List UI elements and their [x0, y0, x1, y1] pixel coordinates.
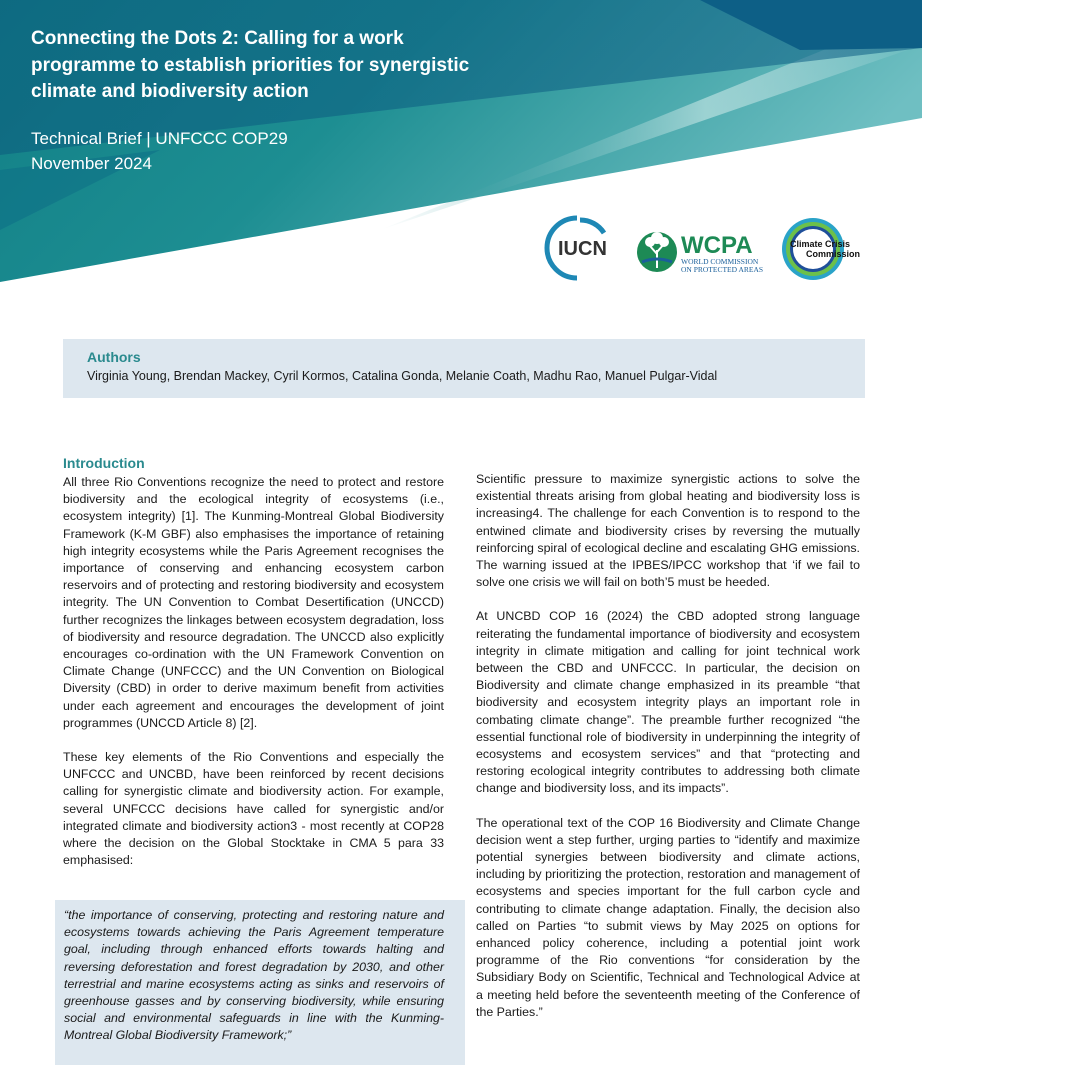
- right-column: [476, 471, 860, 1038]
- wcpa-subtitle-2: ON PROTECTED AREAS: [681, 265, 764, 274]
- left-column: [63, 454, 444, 886]
- intro-paragraph-2: These key elements of the Rio Conventions and especially the UNFCCC and UNCBD, have been reinforced by recent decisions calling for synergistic climate and biodiversity action. For example, several UNFCCC decisions have called for synergistic and/or integrated climate and biodiversity action3 - most recently at COP28 where the decision on the Global Stocktake in CMA 5 para 33 emphasised:: [63, 750, 444, 868]
- introduction-heading: Introduction: [63, 455, 145, 471]
- right-paragraph-2: At UNCBD COP 16 (2024) the CBD adopted strong language reiterating the fundamental importance of biodiversity and ecosystem integrity in climate mitigation and calling for joint technical work between the CBD and UNFCCC. In particular, the decision on Biodiversity and climate change emphasized in its preamble “that biodiversity and ecosystem integrity plays an important role in combating climate change”. The preamble further recognized “the essential functional role of biodiversity in underpinning the integrity of ecosystems and ecosystem services” and that “protecting and restoring ecological integrity contributes to addressing both climate change and biodiversity loss, and its impacts”.: [476, 609, 860, 796]
- quote-text: “the importance of conserving, protecting and restoring nature and ecosystems towards achieving the Paris Agreement temperature goal, including through enhanced efforts towards halting and reversing deforestation and forest degradation by 2030, and other terrestrial and marine ecosystems acting as sinks and reservoirs of greenhouse gasses and by conserving biodiversity, while ensuring social and environmental safeguards in line with the Kunming-Montreal Global Biodiversity Framework;”: [64, 908, 444, 1043]
- authors-heading: Authors: [87, 349, 141, 365]
- intro-paragraph-1: All three Rio Conventions recognize the need to protect and restore biodiversity and the ecological integrity of ecosystems (i.e., ecosystem integrity) [1]. The Kunming-Montreal Global Biodiversity Framework (K-M GBF) also emphasises the importance of retaining high integrity ecosystems while the Paris Agreement recognises the importance of conserving and enhancing ecosystem carbon reservoirs and of protecting and restoring biodiversity and ecosystem integrity. The UN Convention to Combat Desertification (UNCCD) further recognizes the linkages between ecosystem degradation, loss of biodiversity and resource degradation. The UNCCD also explicitly encourages co-ordination with the UN Framework Convention on Climate Change (UNFCCC) and the UN Convention on Biological Diversity (CBD) in order to derive maximum benefit from activities under each agreement and encourages the development of joint programmes (UNCCD Article 8) [2].: [63, 475, 444, 730]
- authors-box: [63, 339, 865, 398]
- document-date: November 2024: [31, 154, 152, 173]
- right-paragraph-3: The operational text of the COP 16 Biodiversity and Climate Change decision went a step further, urging parties to “identify and maximize potential synergies between biodiversity and climate actions, including by prioritizing the protection, restoration and management of ecosystems and species important for the full carbon cycle and contributing to climate change adaptation. Finally, the decision also called on Parties “to submit views by May 2025 on options for enhanced policy coherence, including a potential joint work programme of the Rio conventions “for consideration by the Subsidiary Body on Scientific, Technical and Technological Advice at a meeting held before the seventeenth meeting of the Conference of the Parties.”: [476, 815, 860, 1019]
- ccc-line1: Climate Crisis: [790, 239, 851, 249]
- iucn-logo: [544, 215, 616, 281]
- wcpa-logo-text: WCPA: [681, 232, 753, 259]
- wcpa-logo: [636, 228, 766, 276]
- document-title: Connecting the Dots 2: Calling for a work programme to establish priorities for synergistic climate and biodiversity action: [31, 28, 470, 102]
- authors-names: Virginia Young, Brendan Mackey, Cyril Kormos, Catalina Gonda, Melanie Coath, Madhu Rao, Manuel Pulgar-Vidal: [87, 369, 718, 383]
- quote-box: [55, 900, 465, 1065]
- iucn-logo-text: IUCN: [558, 238, 607, 260]
- document-series: Technical Brief | UNFCCC COP29: [31, 129, 288, 148]
- ccc-line2: Commission: [806, 249, 861, 259]
- climate-crisis-commission-logo: [780, 216, 872, 282]
- right-paragraph-1: Scientific pressure to maximize synergistic actions to solve the existential threats arising from global heating and biodiversity loss is increasing4. The challenge for each Convention is to respond to the entwined climate and biodiversity crises by reversing the mutually reinforcing spiral of ecological decline and escalating GHG emissions. The warning issued at the IPBES/IPCC workshop that ‘if we fail to solve one crisis we will fail on both’5 must be heeded.: [476, 472, 860, 590]
- wcpa-subtitle-1: WORLD COMMISSION: [681, 257, 759, 266]
